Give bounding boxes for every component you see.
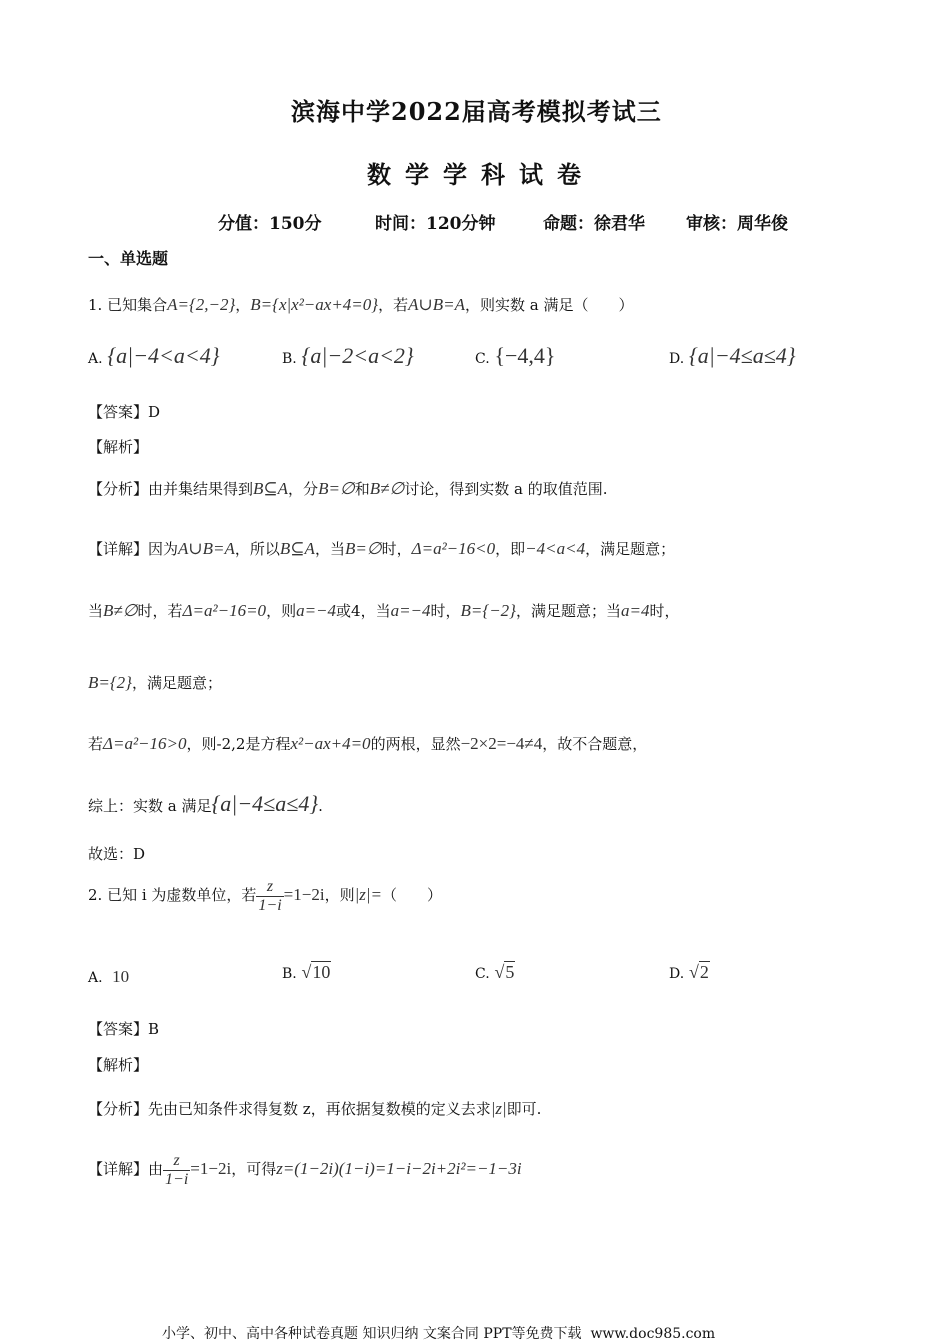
option-label: B. — [282, 351, 297, 367]
q1-detail-line5 — [88, 791, 323, 817]
option-label: A. — [88, 970, 103, 986]
fenxi-text: 即可. — [506, 1100, 542, 1118]
option-value: 10 — [312, 962, 331, 982]
detail-text: ，则 — [266, 602, 297, 620]
fenxi-text: 讨论，得到实数 a 的取值范围. — [404, 480, 608, 498]
option-value: 10 — [112, 967, 130, 986]
q1-option-b — [282, 343, 414, 369]
q2-stem — [88, 878, 442, 914]
detail-math: Δ=a²−16=0 — [182, 601, 267, 620]
detail-text: ，即 — [495, 540, 526, 558]
detail-math: x²−ax+4=0 — [290, 734, 371, 753]
q1-set-a: A={2,−2} — [167, 295, 236, 314]
option-value: 5 — [505, 962, 515, 982]
q1-detail-line1 — [88, 538, 675, 559]
detail-text: 时，若 — [137, 602, 183, 620]
fenxi-math: B=∅ — [318, 479, 355, 498]
option-label: D. — [669, 966, 685, 982]
fenxi-math: |z| — [490, 1099, 507, 1118]
footer-url[interactable]: www.doc985.com — [590, 1326, 716, 1342]
fenxi-text: 和 — [354, 480, 370, 498]
q2-option-c — [475, 962, 515, 983]
detail-text: 综上：实数 a 满足 — [88, 797, 212, 815]
q1-stem-prefix: 1. 已知集合 — [88, 296, 168, 314]
fenxi-math: B≠∅ — [369, 479, 405, 498]
detail-tag: 【详解】 — [88, 540, 149, 558]
detail-math: −2×2=−4≠4 — [460, 734, 543, 753]
detail-math: a=−4 — [390, 601, 431, 620]
q1-detail-line2 — [88, 600, 680, 621]
option-label: C. — [475, 966, 490, 982]
detail-text: ，则-2,2是方程 — [186, 735, 291, 753]
detail-text: ，可得 — [231, 1160, 277, 1179]
q1-option-d — [669, 343, 796, 369]
detail-text: 因为 — [148, 540, 179, 558]
detail-math: a=−4 — [296, 601, 337, 620]
reviewer-info: 审核：周华俊 — [686, 214, 788, 234]
q2-detail — [88, 1152, 522, 1188]
detail-text: 时， — [381, 540, 412, 558]
q2-option-a — [88, 967, 129, 987]
q1-cond-prefix: ，若 — [378, 296, 409, 314]
detail-math: z=(1−2i)(1−i)=1−i−2i+2i²=−1−3i — [276, 1159, 522, 1179]
q1-detail-line4 — [88, 733, 647, 754]
detail-math: {a|−4≤a≤4} — [211, 791, 319, 816]
fenxi-text: 由并集结果得到 — [148, 480, 254, 498]
option-math: {a|−4≤a≤4} — [688, 343, 796, 368]
q2-abs: |z|= — [354, 885, 383, 905]
option-label: C. — [475, 351, 490, 367]
sqrt-symbol: √10 — [301, 962, 331, 982]
q2-stem-prefix: 2. 已知 i 为虚数单位，若 — [88, 886, 257, 905]
detail-math: Δ=a²−16<0 — [411, 539, 496, 558]
q2-detail-fraction — [163, 1152, 190, 1188]
sqrt-symbol: √5 — [494, 962, 515, 982]
detail-text: ，当 — [314, 540, 345, 558]
fraction-denominator: 1−i — [258, 896, 282, 914]
q2-answer: 【答案】B — [88, 1020, 160, 1038]
detail-text: ，满足题意； — [131, 674, 222, 692]
detail-math: Δ=a²−16>0 — [103, 734, 187, 753]
detail-math: B={−2} — [460, 601, 516, 620]
fraction-numerator: z — [256, 878, 283, 897]
detail-text: 当 — [88, 602, 104, 620]
footer-text — [162, 1323, 715, 1343]
q2-stem-suffix: （ ） — [382, 886, 443, 905]
time-info: 时间：120分钟 — [375, 214, 496, 234]
q2-analysis-tag: 【解析】 — [88, 1056, 149, 1074]
detail-text: 由 — [148, 1160, 164, 1179]
option-value: 2 — [699, 962, 709, 982]
detail-math: −4<a<4 — [525, 539, 586, 558]
detail-text: ，故不合题意， — [542, 735, 648, 753]
q1-set-b: B={x|x²−ax+4=0} — [250, 295, 379, 314]
q2-rhs: =1−2i — [283, 885, 325, 905]
footer-description: 小学、初中、高中各种试卷真题 知识归纳 文案合同 PPT等免费下载 — [162, 1326, 582, 1342]
q1-analysis-tag: 【解析】 — [88, 438, 149, 456]
detail-text: 若 — [88, 735, 104, 753]
q1-option-a — [88, 343, 220, 369]
q2-option-b — [282, 962, 331, 983]
detail-text: 的两根，显然 — [370, 735, 461, 753]
q2-option-d — [669, 962, 710, 983]
option-label: A. — [88, 351, 103, 367]
detail-text: 时， — [430, 602, 461, 620]
section-heading: 一、单选题 — [88, 249, 169, 268]
detail-text: ，所以 — [234, 540, 280, 558]
fraction-numerator: z — [163, 1152, 190, 1171]
q2-stem-mid: ，则 — [324, 886, 355, 905]
page-title: 滨海中学2022届高考模拟考试三 — [291, 97, 662, 126]
detail-text: ，满足题意； — [585, 540, 676, 558]
detail-text: 或4，当 — [336, 602, 391, 620]
detail-text: . — [318, 797, 323, 815]
fenxi-math: B⊆A — [253, 479, 289, 498]
fenxi-text: ，分 — [288, 480, 319, 498]
q1-stem: 1. 已知集合A={2,−2}，B={x|x²−ax+4=0}，若A∪B=A，则实数 a 满足（ ） — [88, 295, 634, 314]
q2-fenxi — [88, 1098, 541, 1119]
detail-math: a=4 — [621, 601, 650, 620]
option-label: D. — [669, 351, 685, 367]
option-math: {a|−2<a<2} — [301, 343, 414, 368]
q1-detail-line3 — [88, 672, 222, 693]
sqrt-symbol: √2 — [688, 962, 709, 982]
q1-choice: 故选：D — [88, 845, 146, 863]
q1-answer: 【答案】D — [88, 403, 161, 421]
page-subtitle: 数学学科试卷 — [367, 160, 595, 189]
detail-text: 时， — [649, 602, 680, 620]
detail-tag: 【详解】 — [88, 1160, 149, 1179]
detail-math: B=∅ — [344, 539, 382, 558]
q1-fenxi — [88, 478, 608, 499]
option-math: {−4,4} — [494, 343, 556, 368]
q1-option-c — [475, 343, 555, 369]
q1-stem-suffix: ，则实数 a 满足（ ） — [464, 296, 634, 314]
author-info: 命题：徐君华 — [543, 214, 645, 234]
detail-text: ，满足题意；当 — [515, 602, 621, 620]
detail-math: B≠∅ — [103, 601, 138, 620]
fenxi-tag: 【分析】 — [88, 1100, 149, 1118]
detail-math: B={2} — [88, 673, 132, 692]
fraction-denominator: 1−i — [165, 1170, 189, 1188]
q2-fraction — [256, 878, 283, 914]
fenxi-tag: 【分析】 — [88, 480, 149, 498]
detail-math: =1−2i — [190, 1159, 232, 1179]
fenxi-text: 先由已知条件求得复数 z，再依据复数模的定义去求 — [148, 1100, 491, 1118]
detail-math: B⊆A — [279, 539, 315, 558]
score-info: 分值：150分 — [218, 214, 322, 234]
detail-math: A∪B=A — [178, 539, 235, 558]
option-label: B. — [282, 966, 297, 982]
q1-cond: A∪B=A — [408, 295, 465, 314]
option-math: {a|−4<a<4} — [107, 343, 220, 368]
